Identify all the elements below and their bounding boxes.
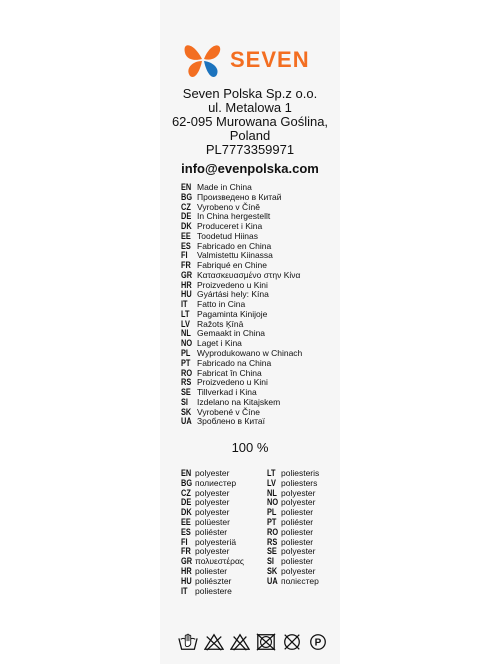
language-text: полієстер xyxy=(281,575,319,586)
language-code: FR xyxy=(181,546,191,557)
language-code: PL xyxy=(267,507,277,518)
language-code: EE xyxy=(181,230,191,241)
language-text: polyester xyxy=(195,497,230,508)
language-code: RO xyxy=(267,526,279,537)
language-text: Valmistettu Kiinassa xyxy=(197,250,273,261)
language-text: poliesters xyxy=(281,477,318,488)
language-code: ES xyxy=(181,526,191,537)
manufacturer-address xyxy=(160,87,340,157)
language-code: EN xyxy=(181,182,192,192)
language-text: poliester xyxy=(281,526,314,537)
language-code: FR xyxy=(181,260,191,271)
hand-wash-icon xyxy=(178,632,198,652)
svg-text:P: P xyxy=(314,637,322,649)
language-code: IT xyxy=(181,299,188,310)
composition-column-right xyxy=(267,469,331,596)
language-code: LT xyxy=(267,468,276,478)
language-code: BG xyxy=(181,191,193,202)
language-code: BG xyxy=(181,477,193,488)
language-text: Laget i Kina xyxy=(197,338,242,349)
language-text: Fabricado na China xyxy=(197,357,272,368)
language-text: Produceret i Kina xyxy=(197,221,263,232)
language-row-it xyxy=(181,587,257,597)
language-text: Pagaminta Kinijoje xyxy=(197,308,268,319)
contact-email: info@evenpolska.com xyxy=(181,161,319,176)
language-text: polyester xyxy=(195,507,230,518)
language-text: Зроблено в Китаї xyxy=(197,416,266,427)
language-text: Proizvedeno u Kini xyxy=(197,377,268,388)
language-code: RO xyxy=(181,367,193,378)
language-code: UA xyxy=(181,416,192,427)
country-of-origin-list xyxy=(181,183,341,427)
language-text: Gyártási hely: Kína xyxy=(197,289,269,300)
language-text: polyester xyxy=(195,546,230,557)
language-code: SI xyxy=(267,556,274,567)
butterfly-logo-icon xyxy=(180,37,226,83)
language-code: HR xyxy=(181,279,192,290)
language-text: poliészter xyxy=(195,575,232,586)
language-row-ua xyxy=(181,417,341,427)
language-code: HR xyxy=(181,565,192,576)
language-text: polyesteriä xyxy=(195,536,237,547)
language-text: In China hergestellt xyxy=(197,211,271,222)
address-line: Seven Polska Sp.z o.o. xyxy=(182,86,318,101)
language-code: DE xyxy=(181,211,192,222)
dry-clean-p-icon xyxy=(308,632,328,652)
language-text: poliéster xyxy=(195,526,228,537)
language-code: HU xyxy=(181,575,192,586)
brand-logo xyxy=(180,36,320,84)
address-line: 62-095 Murowana Goślina, xyxy=(171,114,329,129)
language-text: Proizvedeno u Kini xyxy=(197,279,268,290)
language-text: Ražots Ķīnā xyxy=(197,318,244,329)
language-text: polyester xyxy=(281,546,316,557)
language-code: PT xyxy=(181,357,191,368)
language-text: Vyrobeno v Číně xyxy=(197,201,260,212)
brand-name: SEVEN xyxy=(230,47,310,72)
language-code: CZ xyxy=(181,201,191,212)
language-code: NO xyxy=(267,497,279,508)
language-text: πολυεστέρας xyxy=(195,556,245,567)
language-text: Произведено в Китай xyxy=(197,191,282,202)
language-code: PL xyxy=(181,348,191,359)
language-text: poliester xyxy=(195,565,228,576)
composition-table xyxy=(181,469,331,596)
language-text: полиестер xyxy=(195,477,237,488)
no-dry-clean-icon xyxy=(282,632,302,652)
language-text: polyester xyxy=(281,497,316,508)
language-code: CZ xyxy=(181,487,191,498)
language-text: polyester xyxy=(281,487,316,498)
language-code: IT xyxy=(181,585,188,596)
language-text: poliesteris xyxy=(281,468,320,478)
language-text: poliester xyxy=(281,556,314,567)
language-code: DE xyxy=(181,497,192,508)
language-code: EE xyxy=(181,516,191,527)
composition-percent: 100 % xyxy=(231,440,269,455)
language-code: SK xyxy=(267,565,278,576)
language-text: Fabricat în China xyxy=(197,367,262,378)
language-code: LT xyxy=(181,308,190,319)
language-code: LV xyxy=(267,477,276,488)
language-text: Fabriqué en Chine xyxy=(197,260,267,271)
language-code: SK xyxy=(181,406,192,417)
language-text: Izdelano na Kitajskem xyxy=(197,396,281,407)
language-code: UA xyxy=(267,575,278,586)
language-code: RS xyxy=(181,377,192,388)
language-code: FI xyxy=(181,250,188,261)
no-tumble-dry-icon xyxy=(230,632,250,652)
language-code: NO xyxy=(181,338,193,349)
language-row-ua xyxy=(267,577,331,587)
language-code: ES xyxy=(181,240,191,251)
language-text: Fabricado en China xyxy=(197,240,272,251)
language-text: polyester xyxy=(195,468,230,478)
address-line: ul. Metalowa 1 xyxy=(208,100,292,115)
language-code: PT xyxy=(267,516,277,527)
language-text: Wyprodukowano w Chinach xyxy=(197,348,303,359)
language-code: GR xyxy=(181,269,193,280)
language-code: DK xyxy=(181,507,192,518)
address-line: Poland xyxy=(229,128,271,143)
language-text: Fatto in Cina xyxy=(197,299,246,310)
language-text: poliéster xyxy=(281,516,314,527)
language-text: polüester xyxy=(195,516,230,527)
no-bleach-icon xyxy=(204,632,224,652)
language-text: Tillverkad i Kina xyxy=(197,387,257,398)
language-text: polyester xyxy=(281,565,316,576)
language-text: Vyrobené v Číne xyxy=(197,406,260,417)
language-text: Κατασκευασμένο στην Κίνα xyxy=(197,269,301,280)
language-text: Toodetud Hiinas xyxy=(197,230,258,241)
language-code: SI xyxy=(181,396,188,407)
language-text: poliestere xyxy=(195,585,232,596)
language-code: GR xyxy=(181,556,193,567)
language-text: Made in China xyxy=(197,182,252,192)
language-text: polyester xyxy=(195,487,230,498)
language-code: LV xyxy=(181,318,190,329)
language-code: DK xyxy=(181,221,192,232)
language-text: poliester xyxy=(281,507,314,518)
language-code: NL xyxy=(267,487,277,498)
language-code: SE xyxy=(181,387,191,398)
care-symbols xyxy=(178,631,328,653)
language-code: EN xyxy=(181,468,192,478)
language-code: SE xyxy=(267,546,277,557)
no-iron-icon xyxy=(256,632,276,652)
address-line: PL7773359971 xyxy=(205,142,295,157)
composition-column-left xyxy=(181,469,257,596)
language-code: FI xyxy=(181,536,188,547)
language-code: HU xyxy=(181,289,192,300)
language-code: RS xyxy=(267,536,278,547)
language-text: poliester xyxy=(281,536,314,547)
language-text: Gemaakt in China xyxy=(197,328,266,339)
language-code: NL xyxy=(181,328,191,339)
